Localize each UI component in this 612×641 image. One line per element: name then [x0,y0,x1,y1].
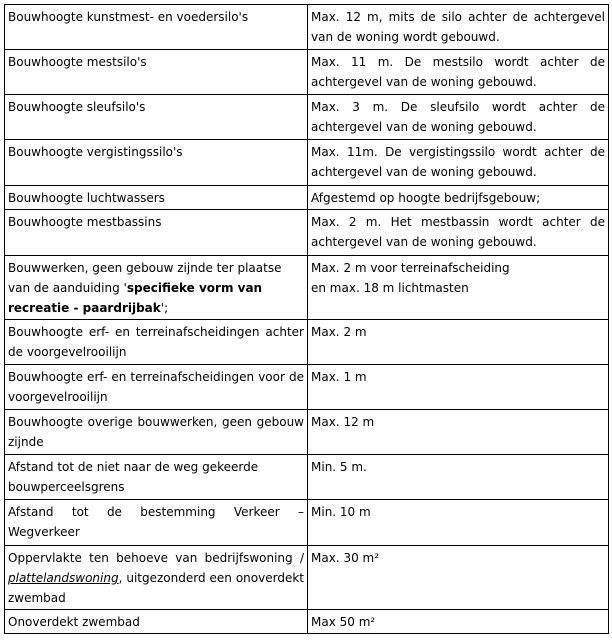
row-value [308,410,609,455]
label-line: de voorgevelrooilijn [8,345,127,359]
row-label [5,50,308,95]
value-line: van de woning wordt gebouwd. [311,30,500,44]
row-label [5,210,308,256]
row-label [5,320,308,365]
row-label [5,455,308,500]
table-row [5,50,609,95]
zoning-designation: specifieke vorm van [126,281,263,295]
value-text: Max. 12 m [311,415,375,429]
dwelling-type-term: plattelandswoning [8,571,119,585]
row-label [5,365,308,410]
row-label [5,546,308,610]
value-line: Max. 3 m. De sleufsilo wordt achter de [311,100,605,114]
table-row [5,546,609,610]
value-text: Max. 30 m² [311,551,380,565]
table-row [5,455,609,500]
label-line: '; [160,301,169,315]
table-row [5,365,609,410]
table-row [5,95,609,140]
value-text: Max 50 m² [311,615,376,629]
row-label [5,186,308,210]
regulations-table [4,4,609,634]
value-line: en max. 18 m lichtmasten [311,281,469,295]
value-text: Min. 5 m. [311,460,367,474]
table-row [5,610,609,634]
value-text: Max. 1 m [311,370,367,384]
label-text: Bouwhoogte mestsilo's [8,55,147,69]
label-line [8,568,304,588]
value-line: Max. 2 m. Het mestbassin wordt achter de [311,215,605,229]
value-text: Min. 10 m [311,505,371,519]
table-row [5,140,609,186]
value-line: achtergevel van de woning gebouwd. [311,165,537,179]
label-line-suffix: , uitgezonderd een onoverdekt [118,571,304,585]
value-line: Max. 11m. De vergistingssilo wordt achter de [311,145,605,159]
label-text: Bouwhoogte vergistingssilo's [8,145,183,159]
value-line: Max. 12 m, mits de silo achter de achtergevel [311,10,605,24]
label-line: Afstand tot de niet naar de weg gekeerde [8,460,259,474]
value-line: Max. 11 m. De mestsilo wordt achter de [311,55,605,69]
row-value [308,50,609,95]
table-row [5,210,609,256]
value-text: Afgestemd op hoogte bedrijfsgebouw; [311,191,541,205]
row-value [308,140,609,186]
label-line: zijnde [8,435,44,449]
label-line: Oppervlakte ten behoeve van bedrijfswoning / [8,551,304,565]
row-label [5,256,308,320]
table-row [5,256,609,320]
label-line: zwembad [8,591,66,605]
label-text: Bouwhoogte kunstmest- en voedersilo's [8,10,249,24]
row-value [308,365,609,410]
row-value [308,320,609,365]
value-line: achtergevel van de woning gebouwd. [311,75,537,89]
row-label [5,5,308,50]
label-line: voorgevelrooilijn [8,390,108,404]
label-line: Afstand tot de bestemming Verkeer – [8,505,304,519]
label-line: Wegverkeer [8,525,80,539]
row-label [5,500,308,546]
table-row [5,410,609,455]
label-line: Bouwhoogte erf- en terreinafscheidingen voor de [8,370,304,384]
row-value [308,610,609,634]
row-value [308,210,609,256]
zoning-designation: recreatie - paardrijbak [8,301,161,315]
value-line: achtergevel van de woning gebouwd. [311,235,537,249]
row-label [5,410,308,455]
row-value [308,256,609,320]
label-line: bouwperceelsgrens [8,480,125,494]
table-row [5,320,609,365]
table-row [5,186,609,210]
label-line: Bouwwerken, geen gebouw zijnde ter plaatse [8,261,282,275]
row-label [5,95,308,140]
row-value [308,186,609,210]
row-label [5,610,308,634]
label-line: Bouwhoogte erf- en terreinafscheidingen achter [8,325,304,339]
value-line: achtergevel van de woning gebouwd. [311,120,537,134]
label-text: Bouwhoogte sleufsilo's [8,100,146,114]
value-line: Max. 2 m voor terreinafscheiding [311,261,510,275]
row-value [308,546,609,610]
row-value [308,455,609,500]
label-text: Bouwhoogte mestbassins [8,215,162,229]
table-row [5,5,609,50]
row-value [308,5,609,50]
row-value [308,500,609,546]
value-text: Max. 2 m [311,325,367,339]
label-text: Onoverdekt zwembad [8,615,140,629]
label-line: Bouwhoogte overige bouwwerken, geen gebouw [8,415,304,429]
row-value [308,95,609,140]
label-line: van de aanduiding ' [8,281,127,295]
label-text: Bouwhoogte luchtwassers [8,191,165,205]
row-label [5,140,308,186]
table-row [5,500,609,546]
